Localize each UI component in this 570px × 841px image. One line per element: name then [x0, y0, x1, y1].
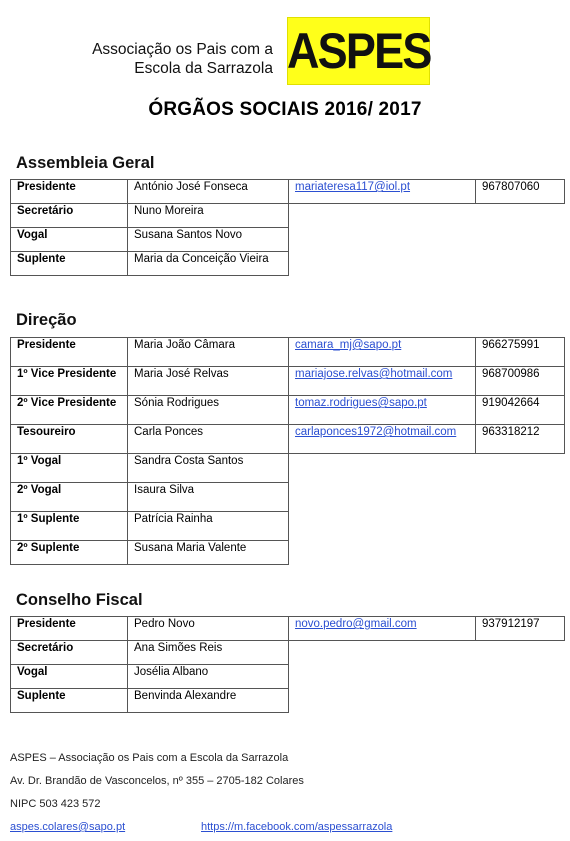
email-link[interactable]: tomaz.rodrigues@sapo.pt [295, 397, 427, 409]
email-link[interactable]: carlaponces1972@hotmail.com [295, 426, 457, 438]
table-row [11, 338, 565, 367]
role-cell: Vogal [11, 665, 128, 689]
name-cell: Maria João Câmara [128, 338, 289, 367]
name-cell: Josélia Albano [128, 665, 289, 689]
aspes-logo [287, 17, 430, 85]
role-cell: 2º Suplente [11, 541, 128, 565]
table-row [11, 541, 565, 565]
phone-cell: 937912197 [476, 617, 565, 641]
table-row [11, 396, 565, 425]
table-row [11, 367, 565, 396]
table-row [11, 228, 565, 252]
footer-facebook-link[interactable]: https://m.facebook.com/aspessarrazola [201, 821, 393, 833]
org-name-line2: Escola da Sarrazola [134, 60, 273, 77]
page-header [0, 0, 570, 95]
email-cell [289, 617, 476, 641]
email-cell [289, 425, 476, 454]
section-title-direcao: Direção [16, 311, 77, 329]
name-cell: Carla Ponces [128, 425, 289, 454]
name-cell: Benvinda Alexandre [128, 689, 289, 713]
table-row [11, 425, 565, 454]
table-conselho [10, 616, 565, 713]
footer-nipc: NIPC 503 423 572 [10, 798, 101, 810]
email-cell [289, 367, 476, 396]
role-cell: 1º Vogal [11, 454, 128, 483]
email-cell [289, 396, 476, 425]
role-cell: 1º Suplente [11, 512, 128, 541]
phone-cell: 967807060 [476, 180, 565, 204]
footer-address: Av. Dr. Brandão de Vasconcelos, nº 355 – 2705-182 Colares [10, 775, 304, 787]
email-cell [289, 338, 476, 367]
table-row [11, 204, 565, 228]
phone-cell: 966275991 [476, 338, 565, 367]
role-cell: Presidente [11, 180, 128, 204]
role-cell: Presidente [11, 617, 128, 641]
phone-cell: 963318212 [476, 425, 565, 454]
name-cell: Patrícia Rainha [128, 512, 289, 541]
role-cell: 1º Vice Presidente [11, 367, 128, 396]
org-name [92, 40, 273, 78]
role-cell: Presidente [11, 338, 128, 367]
name-cell: Sónia Rodrigues [128, 396, 289, 425]
org-name-line1: Associação os Pais com a [92, 41, 273, 58]
table-assembleia [10, 179, 565, 276]
role-cell: Tesoureiro [11, 425, 128, 454]
name-cell: Pedro Novo [128, 617, 289, 641]
role-cell: Secretário [11, 204, 128, 228]
name-cell: Susana Maria Valente [128, 541, 289, 565]
section-title-assembleia: Assembleia Geral [16, 154, 155, 172]
role-cell: Suplente [11, 689, 128, 713]
name-cell: António José Fonseca [128, 180, 289, 204]
table-row [11, 641, 565, 665]
table-row [11, 252, 565, 276]
email-link[interactable]: mariajose.relvas@hotmail.com [295, 368, 453, 380]
phone-cell: 919042664 [476, 396, 565, 425]
table-direcao [10, 337, 565, 565]
footer-email-link[interactable]: aspes.colares@sapo.pt [10, 821, 126, 833]
name-cell: Ana Simões Reis [128, 641, 289, 665]
email-link[interactable]: novo.pedro@gmail.com [295, 618, 417, 630]
name-cell: Sandra Costa Santos [128, 454, 289, 483]
table-row [11, 483, 565, 512]
role-cell: Suplente [11, 252, 128, 276]
role-cell: Vogal [11, 228, 128, 252]
name-cell: Susana Santos Novo [128, 228, 289, 252]
table-row [11, 180, 565, 204]
name-cell: Maria José Relvas [128, 367, 289, 396]
role-cell: 2º Vogal [11, 483, 128, 512]
table-row [11, 617, 565, 641]
table-row [11, 454, 565, 483]
document-title: ÓRGÃOS SOCIAIS 2016/ 2017 [148, 99, 422, 120]
name-cell: Maria da Conceição Vieira [128, 252, 289, 276]
logo-text: ASPES [286, 23, 431, 79]
table-row [11, 689, 565, 713]
email-link[interactable]: mariateresa117@iol.pt [295, 181, 411, 193]
section-title-conselho: Conselho Fiscal [16, 591, 143, 609]
email-link[interactable]: camara_mj@sapo.pt [295, 339, 402, 351]
name-cell: Isaura Silva [128, 483, 289, 512]
email-cell [289, 180, 476, 204]
table-row [11, 665, 565, 689]
role-cell: 2º Vice Presidente [11, 396, 128, 425]
phone-cell: 968700986 [476, 367, 565, 396]
name-cell: Nuno Moreira [128, 204, 289, 228]
table-row [11, 512, 565, 541]
role-cell: Secretário [11, 641, 128, 665]
footer-org-name: ASPES – Associação os Pais com a Escola da Sarrazola [10, 752, 289, 764]
